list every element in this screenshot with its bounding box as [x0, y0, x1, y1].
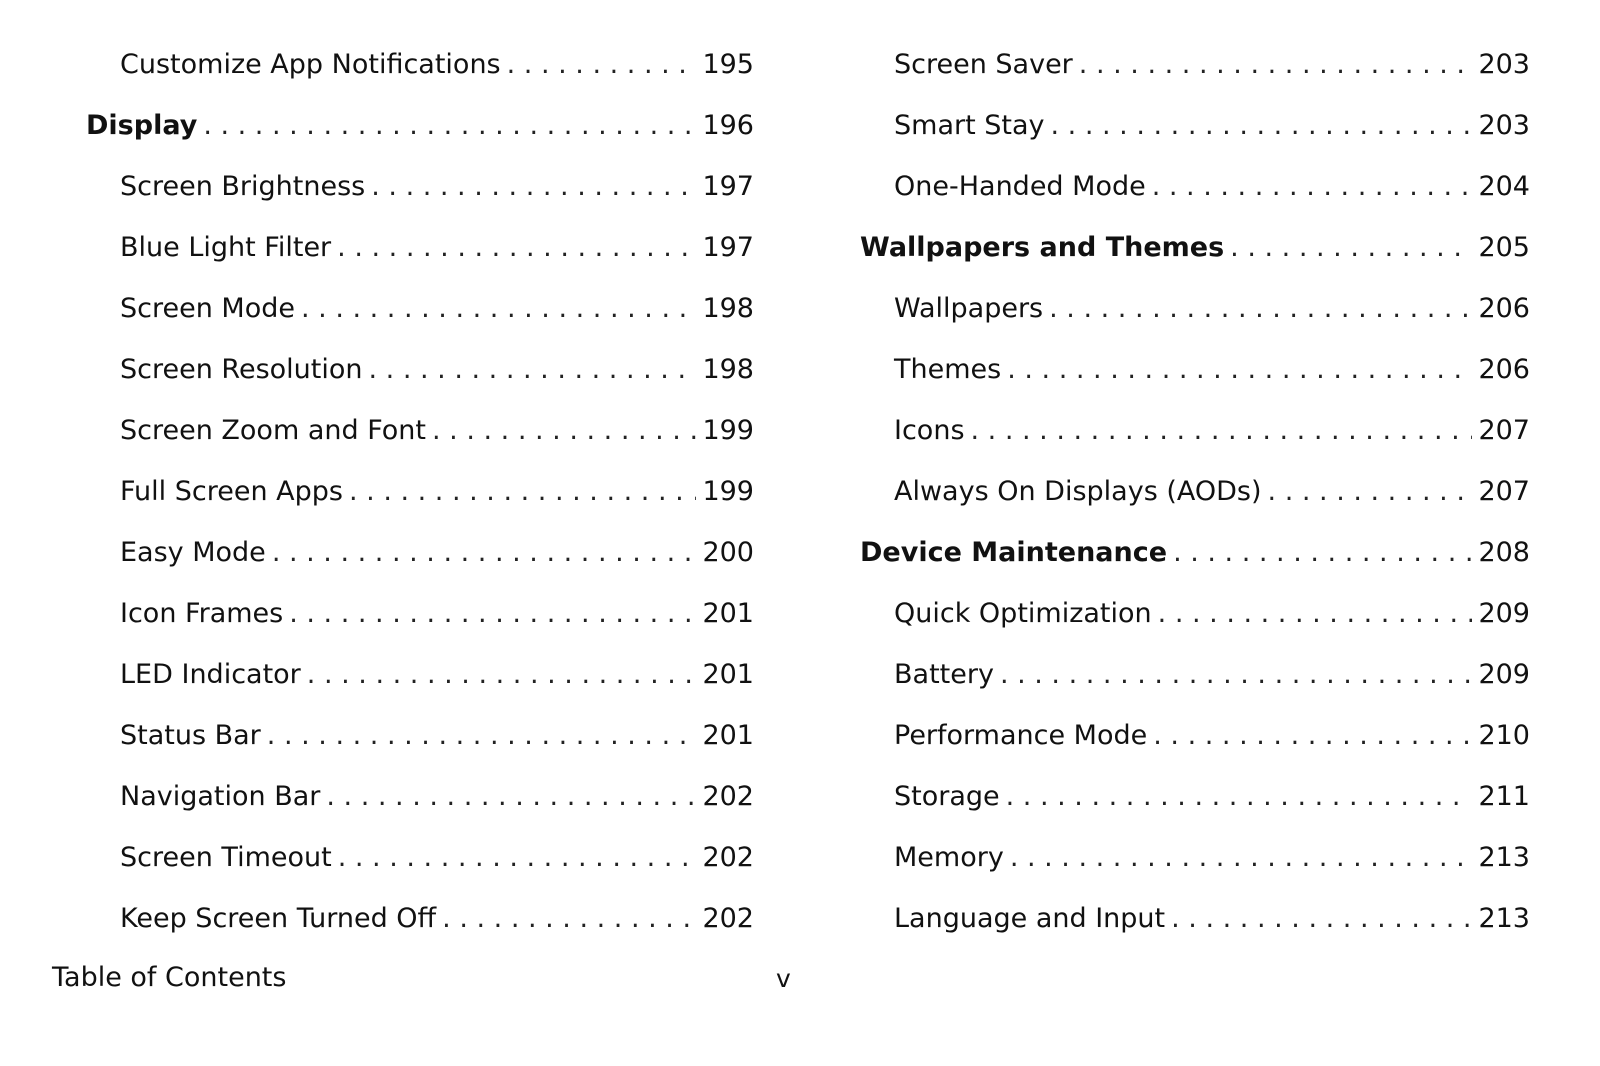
toc-entry-title: Navigation Bar	[120, 781, 321, 812]
toc-entry-title: Performance Mode	[894, 720, 1148, 751]
toc-entry-page-number: 199	[702, 415, 754, 446]
toc-entry-title: Customize App Notifications	[120, 49, 501, 80]
dot-leader	[1006, 783, 1473, 810]
dot-leader	[1152, 173, 1473, 200]
toc-entry-page-number: 202	[702, 781, 754, 812]
toc-section-entry[interactable]	[860, 217, 1530, 278]
toc-entry-page-number: 208	[1478, 537, 1530, 568]
dot-leader	[307, 661, 697, 688]
toc-entry-title: Blue Light Filter	[120, 232, 332, 263]
toc-subsection-entry[interactable]	[860, 34, 1530, 95]
toc-subsection-entry[interactable]	[860, 156, 1530, 217]
toc-subsection-entry[interactable]	[86, 705, 754, 766]
dot-leader	[371, 173, 696, 200]
toc-entry-title: Memory	[894, 842, 1004, 873]
toc-entry-title: Icon Frames	[120, 598, 284, 629]
toc-subsection-entry[interactable]	[860, 95, 1530, 156]
toc-subsection-entry[interactable]	[860, 583, 1530, 644]
toc-subsection-entry[interactable]	[86, 766, 754, 827]
toc-entry-title: Themes	[894, 354, 1002, 385]
dot-leader	[203, 112, 696, 139]
toc-subsection-entry[interactable]	[86, 827, 754, 888]
dot-leader	[369, 356, 697, 383]
toc-entry-page-number: 210	[1478, 720, 1530, 751]
toc-subsection-entry[interactable]	[86, 278, 754, 339]
dot-leader	[1230, 234, 1472, 261]
toc-entry-title: Keep Screen Turned Off	[120, 903, 437, 934]
footer-page-number: v	[776, 964, 791, 993]
dot-leader	[1007, 356, 1472, 383]
toc-right-column	[860, 34, 1530, 949]
toc-subsection-entry[interactable]	[86, 34, 754, 95]
dot-leader	[1173, 539, 1472, 566]
dot-leader	[1158, 600, 1473, 627]
dot-leader	[1153, 722, 1472, 749]
toc-entry-title: Screen Zoom and Font	[120, 415, 426, 446]
toc-entry-page-number: 197	[702, 232, 754, 263]
dot-leader	[272, 539, 697, 566]
toc-subsection-entry[interactable]	[86, 217, 754, 278]
toc-subsection-entry[interactable]	[860, 400, 1530, 461]
toc-entry-page-number: 198	[702, 293, 754, 324]
dot-leader	[971, 417, 1473, 444]
toc-entry-page-number: 201	[702, 659, 754, 690]
dot-leader	[289, 600, 696, 627]
toc-entry-page-number: 209	[1478, 598, 1530, 629]
toc-entry-page-number: 199	[702, 476, 754, 507]
toc-entry-title: Device Maintenance	[860, 537, 1168, 568]
toc-entry-page-number: 213	[1478, 842, 1530, 873]
toc-entry-page-number: 213	[1478, 903, 1530, 934]
toc-entry-title: Screen Timeout	[120, 842, 332, 873]
toc-subsection-entry[interactable]	[86, 400, 754, 461]
toc-entry-title: Easy Mode	[120, 537, 266, 568]
dot-leader	[1049, 295, 1472, 322]
toc-section-entry[interactable]	[860, 522, 1530, 583]
toc-subsection-entry[interactable]	[860, 827, 1530, 888]
toc-entry-page-number: 196	[702, 110, 754, 141]
dot-leader	[349, 478, 696, 505]
dot-leader	[507, 51, 697, 78]
toc-subsection-entry[interactable]	[86, 583, 754, 644]
toc-entry-page-number: 203	[1478, 49, 1530, 80]
toc-entry-title: Always On Displays (AODs)	[894, 476, 1262, 507]
toc-entry-title: Status Bar	[120, 720, 261, 751]
toc-entry-title: Icons	[894, 415, 965, 446]
toc-entry-title: Storage	[894, 781, 1000, 812]
toc-entry-page-number: 202	[702, 903, 754, 934]
toc-section-entry[interactable]	[86, 95, 754, 156]
toc-entry-page-number: 211	[1478, 781, 1530, 812]
dot-leader	[1000, 661, 1473, 688]
footer-section-title: Table of Contents	[52, 962, 287, 993]
toc-subsection-entry[interactable]	[860, 644, 1530, 705]
dot-leader	[442, 905, 696, 932]
toc-subsection-entry[interactable]	[860, 339, 1530, 400]
dot-leader	[326, 783, 696, 810]
toc-entry-page-number: 198	[702, 354, 754, 385]
toc-subsection-entry[interactable]	[86, 522, 754, 583]
dot-leader	[1051, 112, 1473, 139]
dot-leader	[301, 295, 696, 322]
dot-leader	[432, 417, 696, 444]
toc-entry-page-number: 204	[1478, 171, 1530, 202]
toc-entry-title: Display	[86, 110, 198, 141]
toc-entry-page-number: 207	[1478, 415, 1530, 446]
toc-subsection-entry[interactable]	[86, 644, 754, 705]
toc-entry-page-number: 207	[1478, 476, 1530, 507]
toc-subsection-entry[interactable]	[86, 156, 754, 217]
toc-entry-page-number: 209	[1478, 659, 1530, 690]
toc-entry-title: Full Screen Apps	[120, 476, 343, 507]
toc-entry-title: Screen Resolution	[120, 354, 363, 385]
toc-subsection-entry[interactable]	[860, 705, 1530, 766]
toc-entry-title: LED Indicator	[120, 659, 301, 690]
toc-entry-title: Quick Optimization	[894, 598, 1152, 629]
toc-subsection-entry[interactable]	[860, 278, 1530, 339]
toc-entry-page-number: 206	[1478, 293, 1530, 324]
dot-leader	[1010, 844, 1473, 871]
toc-entry-page-number: 195	[702, 49, 754, 80]
dot-leader	[337, 234, 696, 261]
toc-entry-page-number: 206	[1478, 354, 1530, 385]
toc-entry-title: Language and Input	[894, 903, 1166, 934]
toc-entry-title: Screen Brightness	[120, 171, 366, 202]
toc-entry-title: Smart Stay	[894, 110, 1045, 141]
toc-entry-title: Wallpapers	[894, 293, 1044, 324]
dot-leader	[1171, 905, 1472, 932]
toc-entry-title: One-Handed Mode	[894, 171, 1146, 202]
toc-subsection-entry[interactable]	[86, 888, 754, 949]
toc-subsection-entry[interactable]	[860, 766, 1530, 827]
toc-left-column	[86, 34, 754, 949]
toc-entry-page-number: 203	[1478, 110, 1530, 141]
toc-entry-page-number: 201	[702, 720, 754, 751]
toc-entry-page-number: 201	[702, 598, 754, 629]
toc-entry-page-number: 205	[1478, 232, 1530, 263]
toc-entry-title: Screen Mode	[120, 293, 295, 324]
toc-entry-title: Wallpapers and Themes	[860, 232, 1225, 263]
dot-leader	[338, 844, 697, 871]
toc-entry-page-number: 202	[702, 842, 754, 873]
toc-subsection-entry[interactable]	[86, 461, 754, 522]
dot-leader	[267, 722, 697, 749]
dot-leader	[1079, 51, 1473, 78]
toc-entry-title: Battery	[894, 659, 994, 690]
dot-leader	[1268, 478, 1473, 505]
toc-entry-page-number: 197	[702, 171, 754, 202]
toc-entry-page-number: 200	[702, 537, 754, 568]
toc-subsection-entry[interactable]	[860, 461, 1530, 522]
toc-subsection-entry[interactable]	[860, 888, 1530, 949]
toc-subsection-entry[interactable]	[86, 339, 754, 400]
toc-entry-title: Screen Saver	[894, 49, 1073, 80]
